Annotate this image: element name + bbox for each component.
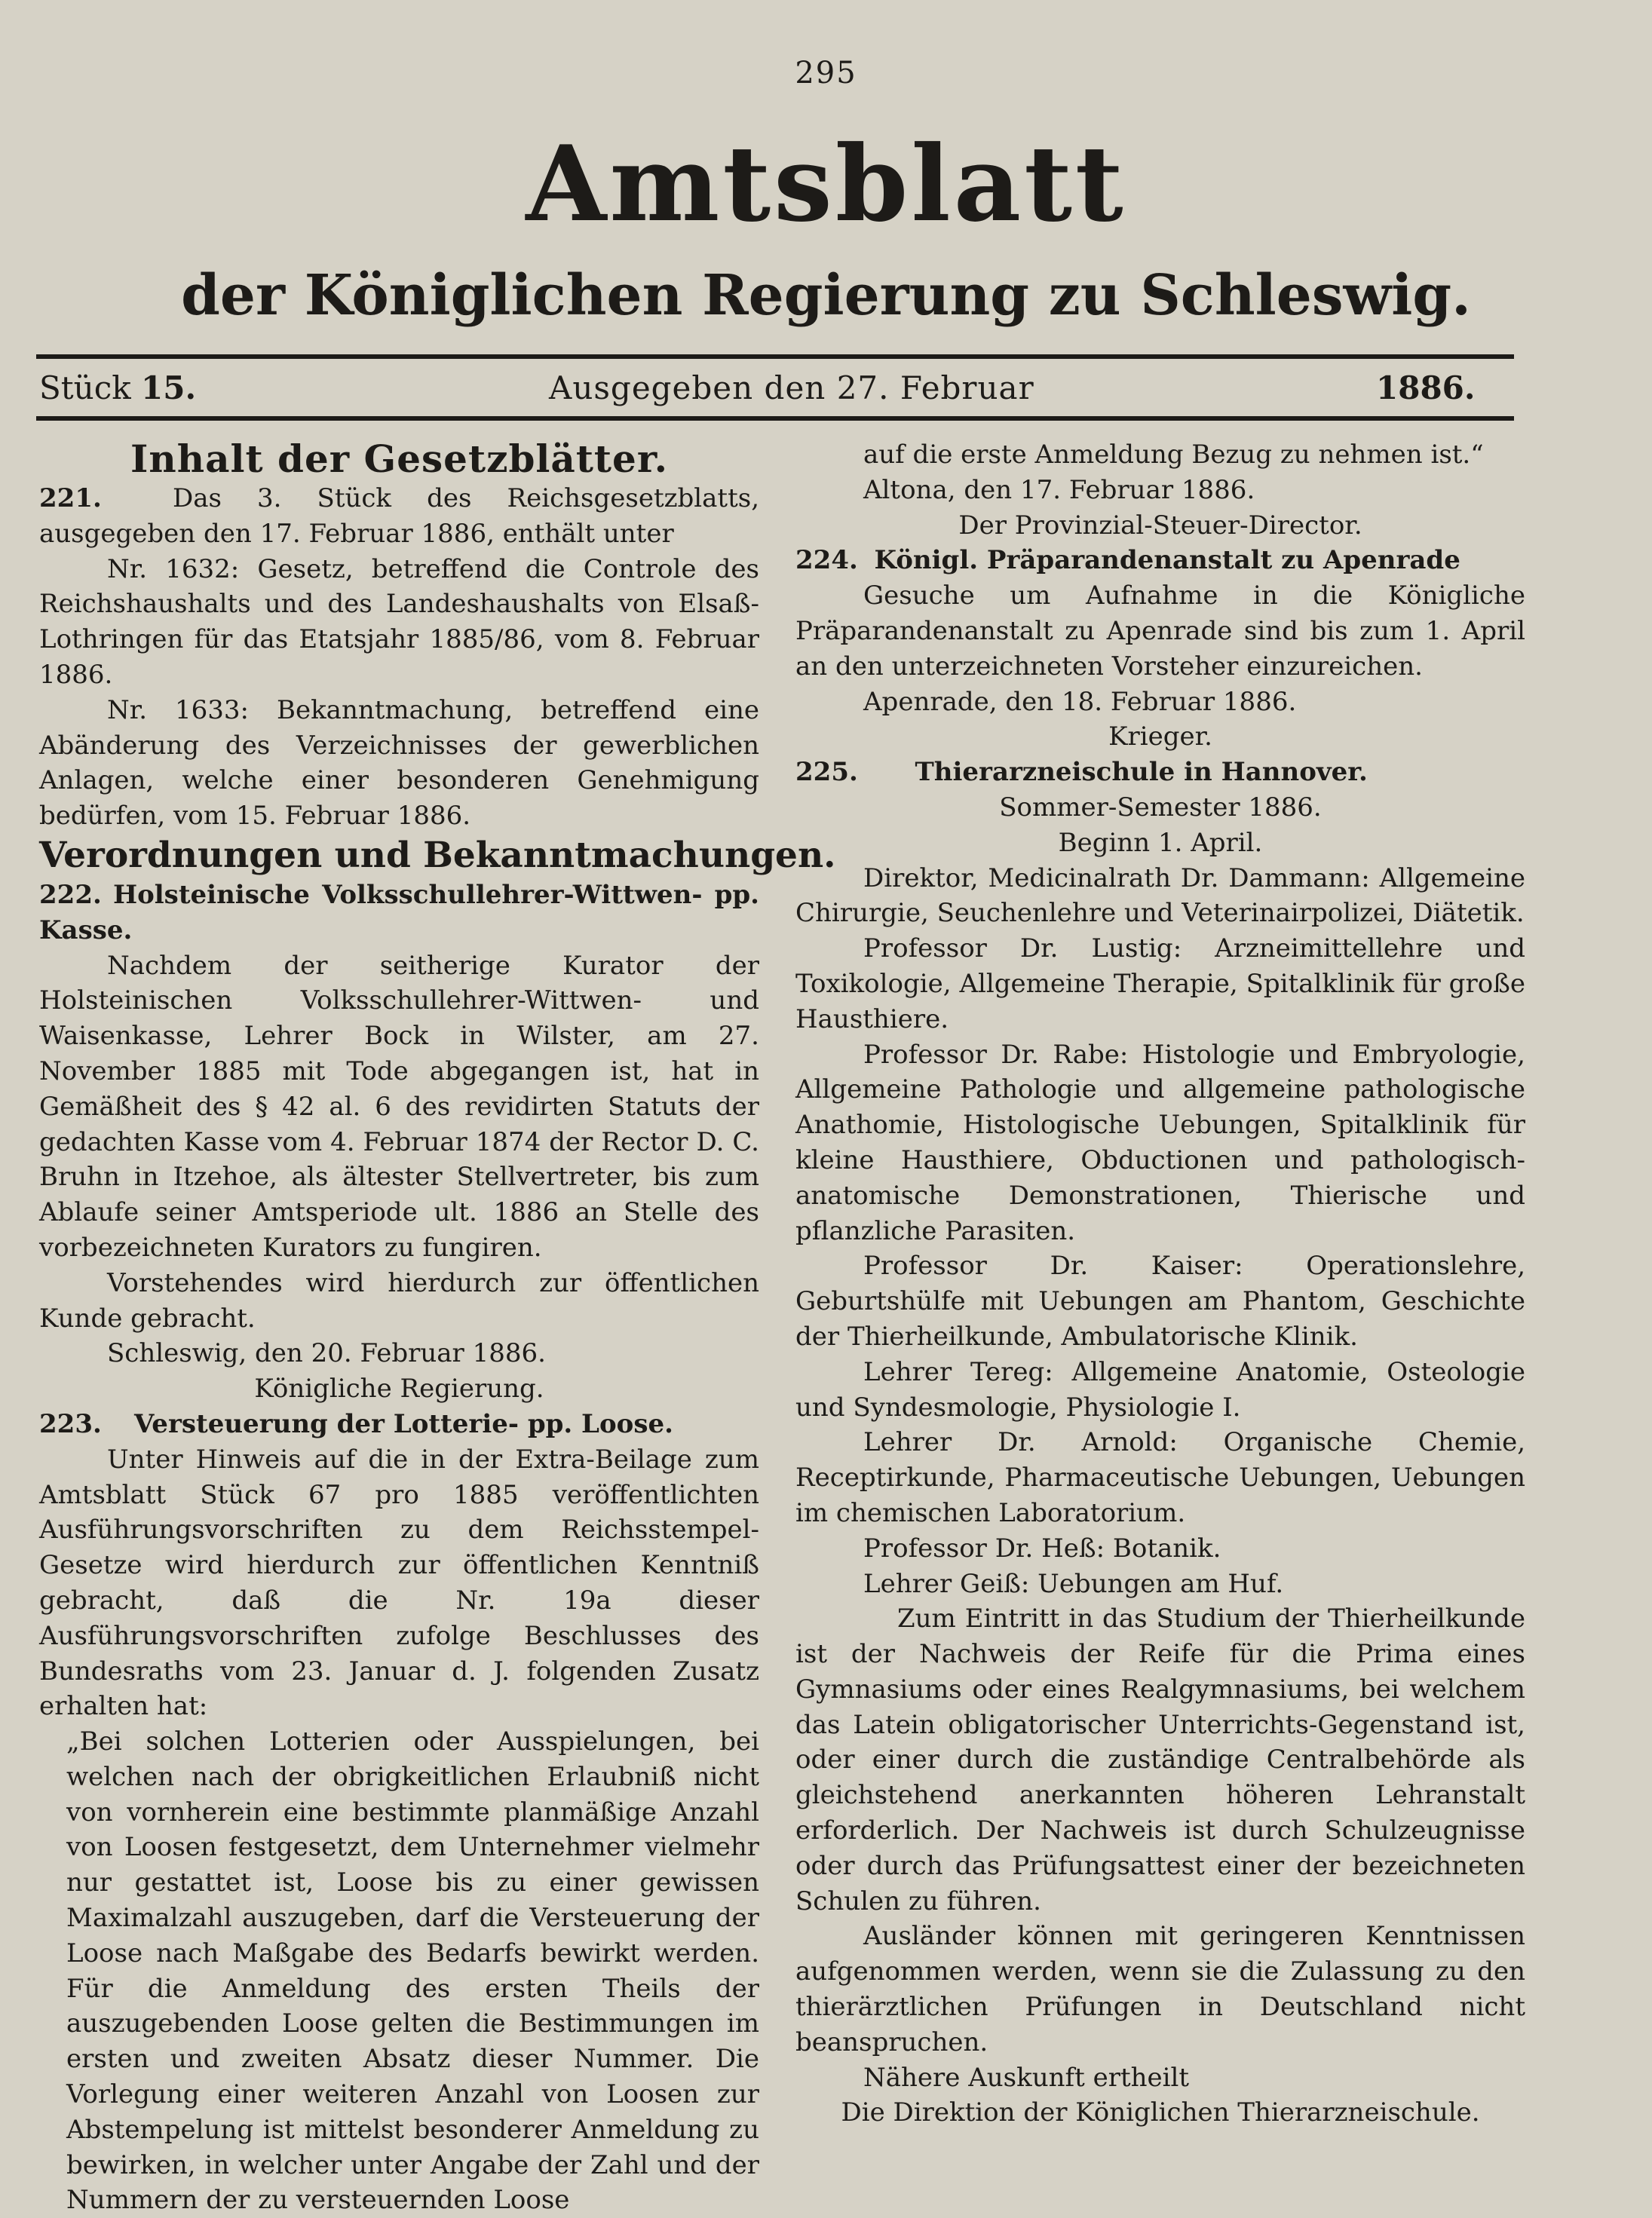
section-number: 221. xyxy=(39,483,102,513)
dateline: Apenrade, den 18. Februar 1886. xyxy=(863,686,1297,717)
paragraph: Lehrer Tereg: Allgemeine Anatomie, Osteologie und Syndesmologie, Physiologie I. xyxy=(795,1356,1525,1423)
paragraph: Nähere Auskunft ertheilt xyxy=(863,2062,1190,2093)
masthead-subtitle: der Königlichen Regierung zu Schleswig. xyxy=(181,263,1471,328)
issue-number xyxy=(39,369,196,407)
right-column xyxy=(795,437,1525,2131)
paragraph: Professor Dr. Rabe: Histologie und Embryologie, Allgemeine Pathologie und allgemeine pathologische Anathomie, Histologische Uebungen, Spitalklinik für kleine Hausthiere, Obductionen und pathologisch-anatomische Demonstrationen, Thierische und pflanzliche Parasiten. xyxy=(795,1039,1525,1246)
paragraph: Direktor, Medicinalrath Dr. Dammann: Allgemeine Chirurgie, Seuchenlehre und Veterinairpolizei, Diätetik. xyxy=(795,862,1525,929)
section-title: Thierarzneischule in Hannover. xyxy=(915,757,1368,788)
paragraph: Lehrer Geiß: Uebungen am Huf. xyxy=(863,1568,1284,1599)
section-number: 223. xyxy=(39,1408,102,1439)
begin-line: Beginn 1. April. xyxy=(1058,827,1263,858)
dateline: Altona, den 17. Februar 1886. xyxy=(863,474,1255,505)
signature: Krieger. xyxy=(1108,721,1212,752)
paragraph: Unter Hinweis auf die in der Extra-Beilage zum Amtsblatt Stück 67 pro 1885 veröffentlichten Ausführungsvorschriften zu dem Reichsstempel-Gesetze wird hierdurch zur öffentlichen Kenntniß gebracht, daß die Nr. 19a dieser Ausführungsvorschriften zufolge Beschlusses des Bundesraths vom 23. Januar d. J. folgenden Zusatz erhalten hat: xyxy=(39,1444,759,1722)
section-221 xyxy=(39,481,759,552)
section-223 xyxy=(39,1407,759,1442)
paragraph: Nr. 1633: Bekanntmachung, betreffend eine Abänderung des Verzeichnisses der gewerblichen Anlagen, welche einer besonderen Genehmigung bedürfen, vom 15. Februar 1886. xyxy=(39,694,759,832)
signature: Der Provinzial-Steuer-Director. xyxy=(958,510,1362,541)
section-title: Versteuerung der Lotterie- pp. Loose. xyxy=(134,1408,673,1439)
heading-verordnungen: Verordnungen und Bekanntmachungen. xyxy=(39,834,836,876)
issue-prefix: Stück xyxy=(39,369,131,406)
masthead-title: Amtsblatt xyxy=(526,122,1126,245)
paragraph: Professor Dr. Heß: Botanik. xyxy=(863,1533,1221,1564)
semester-line: Sommer-Semester 1886. xyxy=(999,792,1322,823)
page-number: 295 xyxy=(795,56,857,90)
paragraph: Nachdem der seitherige Kurator der Holsteinischen Volksschullehrer-Wittwen- und Waisenkasse, Lehrer Bock in Wilster, am 27. November 1885 mit Tode abgegangen ist, hat in Gemäßheit des § 42 al. 6 des revidirten Statuts der gedachten Kasse vom 4. Februar 1874 der Rector D. C. Bruhn in Itzehoe, als ältester Stellvertreter, bis zum Ablaufe seiner Amtsperiode ult. 1886 an Stelle des vorbezeichneten Kurators zu fungiren. xyxy=(39,950,759,1263)
section-number: 222. xyxy=(39,879,102,910)
paragraph: Professor Dr. Kaiser: Operationslehre, Geburtshülfe mit Uebungen am Phantom, Geschichte der Thierheilkunde, Ambulatorische Klinik. xyxy=(795,1251,1525,1352)
section-title: Holsteinische Volksschullehrer-Wittwen- pp. Kasse. xyxy=(39,879,760,945)
rule-top xyxy=(36,354,1514,359)
heading-inhalt: Inhalt der Gesetzblätter. xyxy=(130,437,668,481)
rule-bottom xyxy=(36,416,1514,421)
dateline: Schleswig, den 20. Februar 1886. xyxy=(107,1338,546,1369)
paragraph: auf die erste Anmeldung Bezug zu nehmen ist.“ xyxy=(863,440,1484,470)
signature: Königliche Regierung. xyxy=(254,1374,544,1405)
section-224 xyxy=(795,543,1525,578)
quotation: „Bei solchen Lotterien oder Ausspielungen, bei welchen nach der obrigkeitlichen Erlaubniß nicht von vornherein eine bestimmte planmäßige Anzahl von Loosen festgesetzt, dem Unternehmer vielmehr nur gestattet ist, Loose bis zu einer gewissen Maximalzahl auszugeben, darf die Versteuerung der Loose nach Maßgabe des Bedarfs bewirkt werden. Für die Anmeldung des ersten Theils der auszugebenden Loose gelten die Bestimmungen im ersten und zweiten Absatz dieser Nummer. Die Vorlegung einer weiteren Anzahl von Loosen zur Abstempelung ist mittelst besonderer Anmeldung zu bewirken, in welcher unter Angabe der Zahl und der Nummern der zu versteuernden Loose xyxy=(66,1726,759,2216)
section-number: 225. xyxy=(795,757,858,788)
signature: Die Direktion der Königlichen Thierarzneischule. xyxy=(841,2097,1480,2128)
section-number: 224. xyxy=(795,545,858,576)
paragraph: Zum Eintritt in das Studium der Thierheilkunde ist der Nachweis der Reife für die Prima eines Gymnasiums oder eines Realgymnasiums, bei welchem das Latein obligatorischer Unterrichts-Gegenstand ist, oder einer durch die zuständige Centralbehörde als gleichstehend anerkannten höheren Lehranstalt erforderlich. Der Nachweis ist durch Schulzeugnisse oder durch das Prüfungsattest einer der bezeichneten Schulen zu führen. xyxy=(795,1604,1525,1916)
issue-date: Ausgegeben den 27. Februar xyxy=(549,369,1034,406)
paragraph: Vorstehendes wird hierdurch zur öffentlichen Kunde gebracht. xyxy=(39,1267,759,1334)
issue-year: 1886. xyxy=(1376,369,1476,406)
section-title: Königl. Präparandenanstalt zu Apenrade xyxy=(874,545,1460,576)
paragraph: Ausländer können mit geringeren Kenntnissen aufgenommen werden, wenn sie die Zulassung zu den thierärztlichen Prüfungen in Deutschland nicht beanspruchen. xyxy=(795,1921,1525,2057)
paragraph: Gesuche um Aufnahme in die Königliche Präparandenanstalt zu Apenrade sind bis zum 1. April an den unterzeichneten Vorsteher einzureichen. xyxy=(795,581,1525,682)
paragraph: Nr. 1632: Gesetz, betreffend die Controle des Reichshaushalts und des Landeshaushalts von Elsaß-Lothringen für das Etatsjahr 1885/86, vom 8. Februar 1886. xyxy=(39,553,759,690)
section-text: Das 3. Stück des Reichsgesetzblatts, ausgegeben den 17. Februar 1886, enthält unter xyxy=(39,483,760,549)
section-222 xyxy=(39,878,759,948)
paragraph: Lehrer Dr. Arnold: Organische Chemie, Receptirkunde, Pharmaceutische Uebungen, Uebungen im chemischen Laboratorium. xyxy=(795,1427,1525,1528)
paragraph: Professor Dr. Lustig: Arzneimittellehre und Toxikologie, Allgemeine Therapie, Spitalklinik für große Hausthiere. xyxy=(795,933,1525,1034)
section-225 xyxy=(795,755,1525,790)
issue-number-value: 15. xyxy=(141,369,197,406)
